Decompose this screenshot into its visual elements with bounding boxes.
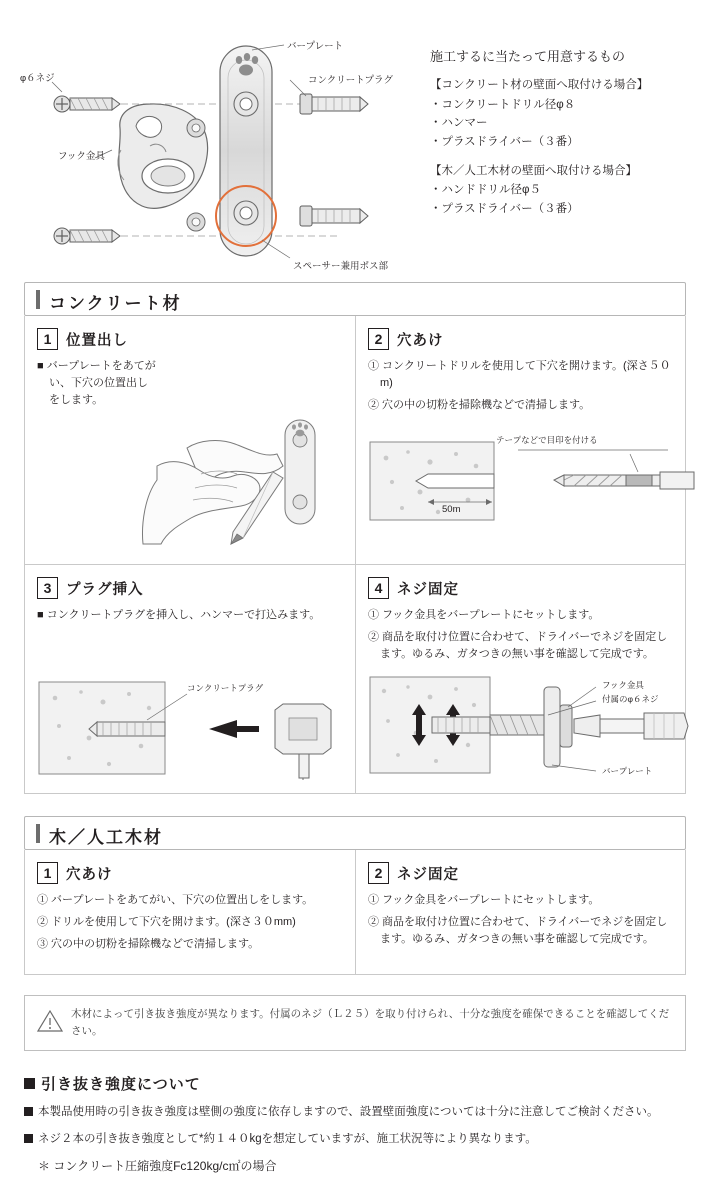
section-title-concrete: コンクリート材 [49, 294, 182, 313]
step-body [37, 607, 343, 624]
prep-item: ・プラスドライバー（３番） [430, 135, 579, 148]
step-head [368, 577, 673, 599]
section-accent-bar [36, 290, 40, 309]
label-spacer-boss: スペーサー兼用ボス部 [293, 261, 389, 272]
strength-title-row [24, 1073, 686, 1094]
step-number: 2 [368, 328, 389, 350]
step-head [37, 862, 343, 884]
bullet-square-icon [24, 1078, 35, 1089]
step-line: ② ドリルを使用して下穴を開けます。(深さ３０mm) [37, 916, 296, 929]
step-head [368, 328, 673, 350]
step-body [37, 892, 343, 953]
step-4-screw-fix [355, 565, 685, 793]
step-2-drilling [355, 316, 685, 564]
wood-steps-grid [24, 850, 686, 975]
label-hook-metal: フック金具 [58, 151, 105, 162]
step-body [37, 358, 343, 409]
step-3-plug-insert [25, 565, 355, 793]
warning-box [24, 995, 686, 1051]
strength-title: 引き抜き強度について [41, 1076, 201, 1094]
section-header-concrete [24, 282, 686, 316]
strength-note: ＊ コンクリート圧縮強度Fc120kg/c㎡の場合 [38, 1158, 277, 1173]
label-tape-mark: テープなどで目印を付ける [496, 435, 598, 446]
step-line: ① フック金具をバープレートにセットします。 [368, 609, 600, 622]
strength-point-text: 本製品使用時の引き抜き強度は壁側の強度に依存しますので、設置壁面強度については十分に注意してご検討ください。 [38, 1106, 659, 1119]
prep-head-wood: 【木／人工木材の壁面へ取付ける場合】 [430, 164, 637, 177]
strength-point-text: ネジ２本の引き抜き強度として*約１４０kgを想定していますが、施工状況等により異なります。 [38, 1132, 537, 1145]
prep-item: ・ハンドドリル径φ５ [430, 184, 541, 197]
wood-step-2-screw-fix [355, 850, 685, 974]
warning-text: 木材によって引き抜き強度が異なります。付属のネジ（Ｌ２５）を取り付けられ、十分な強度を確保できることを確認してください。 [71, 1008, 670, 1038]
step-line: ② 商品を取付け位置に合わせて、ドライバーでネジを固定します。ゆるみ、ガタつきの無い事を確認して完成です。 [368, 916, 668, 946]
step-title: 穴あけ [397, 332, 444, 349]
bullet-square-icon [24, 1107, 33, 1116]
preparation-list [430, 46, 700, 228]
steps-row [25, 316, 685, 564]
step-title: 位置出し [66, 332, 128, 349]
figure-drill-depth [368, 420, 673, 528]
step-line: ① バープレートをあてがい、下穴の位置出しをします。 [37, 894, 314, 907]
label-screw: φ６ネジ [20, 73, 55, 84]
figure-plug-hammer [37, 668, 343, 780]
assembly-illustration [0, 0, 430, 282]
step-line: ■ バープレートをあてがい、下穴の位置出しをします。 [37, 360, 156, 407]
section-title-wood: 木／人工木材 [49, 828, 163, 848]
step-number: 1 [37, 328, 58, 350]
wood-step-1-drilling [25, 850, 355, 974]
strength-point [24, 1131, 686, 1148]
step-number: 1 [37, 862, 58, 884]
step-head [368, 862, 673, 884]
step-title: 穴あけ [66, 866, 113, 883]
step-line: ③ 穴の中の切粉を掃除機などで清掃します。 [37, 938, 260, 951]
step-line: ② 穴の中の切粉を掃除機などで清掃します。 [368, 399, 591, 412]
step-head [37, 328, 343, 350]
step-body [368, 358, 673, 414]
step-number: 3 [37, 577, 58, 599]
prep-head-concrete: 【コンクリート材の壁面へ取付ける場合】 [430, 79, 649, 92]
step-line: ■ コンクリートプラグを挿入し、ハンマーで打込みます。 [37, 609, 321, 622]
warning-triangle-icon [37, 1009, 63, 1033]
prep-item: ・コンクリートドリル径φ８ [430, 98, 576, 111]
preparation-group-concrete [430, 76, 700, 152]
prep-item: ・ハンマー [430, 117, 488, 130]
label-bar-plate: バープレート [602, 766, 653, 777]
figure-marking-position [37, 414, 343, 554]
figure-screw-fix [368, 671, 673, 783]
label-concrete-plug: コンクリートプラグ [187, 683, 264, 694]
strength-point [24, 1104, 686, 1121]
label-included-screw: 付属のφ６ネジ [602, 694, 659, 705]
step-number: 2 [368, 862, 389, 884]
step-body [368, 607, 673, 663]
exploded-assembly-diagram [0, 0, 710, 282]
section-accent-bar [36, 824, 40, 843]
steps-row [25, 850, 685, 974]
label-drill-depth: 50m [442, 504, 461, 516]
strength-section [24, 1073, 686, 1174]
step-body [368, 892, 673, 948]
section-header-wood [24, 816, 686, 850]
step-title: プラグ挿入 [66, 581, 144, 598]
step-number: 4 [368, 577, 389, 599]
label-hook-metal: フック金具 [602, 680, 644, 691]
step-head [37, 577, 343, 599]
prep-item: ・プラスドライバー（３番） [430, 202, 579, 215]
label-bar-plate: バープレート [287, 41, 344, 52]
hand-marking-illustration [37, 414, 357, 554]
steps-row [25, 564, 685, 793]
step-title: ネジ固定 [397, 866, 459, 883]
preparation-group-wood [430, 162, 700, 219]
step-line: ① フック金具をバープレートにセットします。 [368, 894, 600, 907]
step-title: ネジ固定 [397, 581, 459, 598]
preparation-title: 施工するに当たって用意するもの [430, 49, 626, 64]
step-line: ② 商品を取付け位置に合わせて、ドライバーでネジを固定します。ゆるみ、ガタつきの無い事を確認して完成です。 [368, 631, 668, 661]
bullet-square-icon [24, 1134, 33, 1143]
label-concrete-plug: コンクリートプラグ [308, 75, 394, 86]
step-line: ① コンクリートドリルを使用して下穴を開けます。(深さ５０m) [368, 360, 671, 390]
step-1-position [25, 316, 355, 564]
concrete-steps-grid [24, 316, 686, 794]
